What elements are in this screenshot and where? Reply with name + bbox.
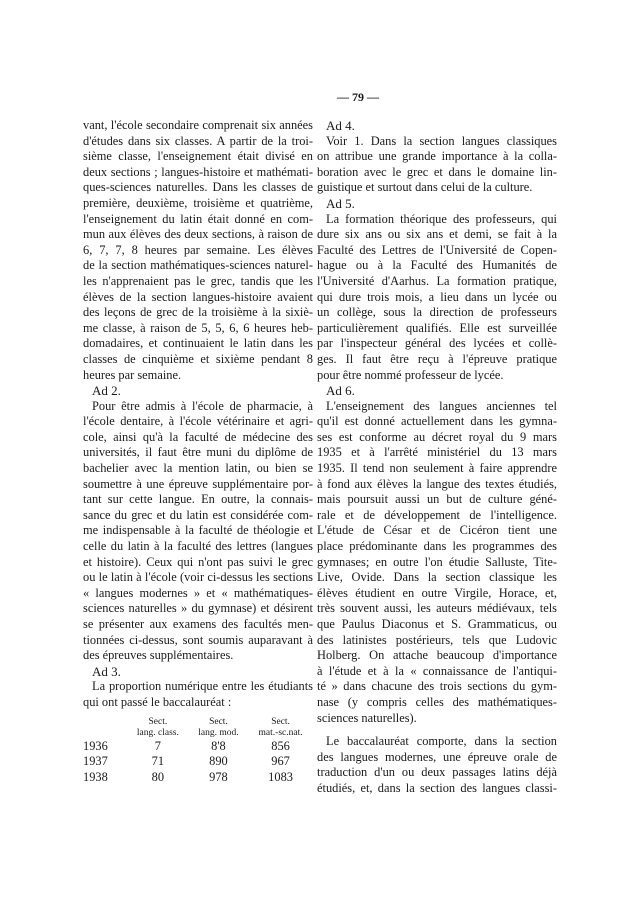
- text-line: La formation théorique des professeurs, qui: [326, 211, 557, 226]
- text-line: sciences naturelles).: [317, 710, 417, 725]
- text-line: deux sections ; langues-histoire et mathémati-: [83, 164, 313, 179]
- text-line: sance du grec et du latin est considérée com-: [83, 507, 313, 522]
- text-line: Le baccalauréat comporte, dans la section: [326, 734, 557, 749]
- table-header: Sect.: [271, 716, 290, 727]
- text-line: des leçons de grec de la troisième à la sixiè-: [83, 305, 313, 320]
- table-cell: 978: [209, 769, 228, 784]
- paragraph-spacer: [317, 726, 557, 734]
- text-line: « langues modernes » et « mathématiques-: [83, 585, 313, 600]
- text-line: que Paulus Diaconus et S. Grammaticus, ou: [317, 617, 557, 631]
- text-line: universités, il faut être muni du diplôme de: [83, 445, 313, 460]
- text-line: ses est conforme au décret royal du 9 mars: [317, 429, 557, 444]
- text-line: place prédominante dans les programmes des: [317, 539, 557, 554]
- table-row: [83, 770, 313, 786]
- table-cell: 1083: [268, 769, 293, 784]
- paragraph-4: [317, 134, 557, 196]
- table-cell-year: 1937: [83, 754, 108, 769]
- text-line: classes de cinquième et sixième pendant 8: [83, 351, 313, 366]
- text-line: celle du latin à la faculté des lettres (langues: [83, 539, 313, 554]
- table-header: Sect.: [209, 716, 228, 727]
- text-line: de la section mathématiques-sciences naturel-: [83, 258, 313, 273]
- text-line: dure six ans ou six ans et demi, se fait à la: [317, 227, 557, 242]
- text-line: étudiés, et, dans la section des langues classi-: [317, 780, 557, 795]
- text-line: ques-sciences naturelles. Dans les classes de: [83, 180, 313, 195]
- heading-ad-5: Ad 5.: [326, 195, 355, 211]
- text-line: rale et de développement de l'intelligence.: [317, 507, 557, 522]
- table-header-row-2: [83, 728, 313, 739]
- text-line: té » dans chacune des trois sections du gym-: [317, 679, 557, 694]
- text-line: des langues modernes, une épreuve orale de: [317, 749, 557, 764]
- text-line: domadaires, et continuaient le latin dans les: [83, 336, 313, 351]
- right-column: [317, 118, 557, 797]
- text-line: qui ont passé le baccalauréat :: [83, 694, 232, 709]
- text-line: l'Université d'Aarhus. La formation pratique,: [317, 273, 557, 288]
- heading-ad-6: Ad 6.: [326, 383, 355, 399]
- heading-ad-4: Ad 4.: [326, 118, 355, 133]
- text-line: mun aux élèves des deux sections, à raison de: [83, 227, 313, 242]
- heading-ad-3: Ad 3.: [92, 663, 121, 679]
- table-header: lang. mod.: [198, 727, 239, 738]
- text-line: première, deuxième, troisième et quatrième,: [83, 195, 313, 210]
- text-line: on attribue une grande importance à la colla-: [317, 149, 557, 164]
- table-cell-year: 1936: [83, 738, 108, 753]
- text-line: heures par semaine.: [83, 367, 182, 382]
- text-line: traduction d'un ou deux passages latins déjà: [317, 765, 557, 780]
- text-line: à fond aux élèves la langue des textes étudiés,: [317, 476, 557, 491]
- text-line: tionnées ci-dessus, sont soumis auparavant à: [83, 632, 313, 647]
- table-cell: 890: [209, 754, 228, 769]
- paragraph-7: [317, 734, 557, 796]
- table-cell: 80: [151, 769, 165, 784]
- paragraph-1: [83, 118, 313, 383]
- text-line: 1935. Il tend non seulement à faire apprendre: [317, 461, 557, 476]
- text-line: Voir 1. Dans la section langues classiques: [326, 133, 557, 148]
- text-line: très souvent aussi, les auteurs médiévaux, tels: [317, 601, 557, 616]
- table-row: [83, 739, 313, 755]
- text-line: ges. Il faut être reçu à l'épreuve pratique: [317, 351, 557, 366]
- text-line: Holberg. On attache beaucoup d'importance: [317, 648, 557, 663]
- baccalaureate-table: [83, 717, 313, 786]
- text-line: vant, l'école secondaire comprenait six années: [83, 118, 313, 132]
- table-cell: 71: [151, 754, 165, 769]
- text-line: L'étude de César et de Cicéron tient une: [317, 523, 557, 538]
- table-cell: 7: [154, 738, 161, 753]
- text-line: les n'apprenaient pas le grec, tandis que les: [83, 273, 313, 288]
- text-line: élèves étudient en outre Virgile, Horace, et,: [317, 585, 557, 600]
- text-line: à l'étude et à la « connaissance de l'antiqui-: [317, 663, 557, 678]
- text-line: boration avec le grec et dans le domaine lin-: [317, 164, 557, 179]
- table-header: Sect.: [148, 716, 168, 727]
- text-line: gymnases; en outre l'on étudie Salluste, Tite-: [317, 554, 557, 569]
- paragraph-5: [317, 212, 557, 384]
- table-header: [83, 717, 127, 728]
- table-cell: 967: [271, 754, 290, 769]
- text-line: d'études dans six classes. A partir de la troi-: [83, 133, 313, 148]
- text-line: par l'inspecteur général des lycées et collè-: [317, 336, 557, 351]
- text-line: cole, ainsi qu'à la faculté de médecine des: [83, 429, 313, 444]
- table-header-row-1: [83, 717, 313, 728]
- paragraph-3: [83, 679, 313, 710]
- page-number: — 79 —: [337, 90, 379, 104]
- text-line: qu'il est donné actuellement dans les gymna-: [317, 414, 557, 429]
- table-cell: 856: [271, 738, 290, 753]
- table-cell-year: 1938: [83, 769, 108, 784]
- heading-ad-2: Ad 2.: [92, 383, 121, 399]
- text-line: sième classe, l'enseignement était divisé en: [83, 149, 313, 164]
- text-line: me classe, à raison de 5, 5, 6, 6 heures heb-: [83, 320, 313, 335]
- paragraph-2: [83, 399, 313, 664]
- text-line: qui dure trois mois, a lieu dans un lycée ou: [317, 289, 557, 304]
- paragraph-6: [317, 399, 557, 726]
- text-line: se présenter aux examens des facultés men-: [83, 617, 313, 631]
- text-line: La proportion numérique entre les étudiants: [92, 679, 313, 694]
- table-header: mat.-sc.nat.: [258, 727, 303, 738]
- text-line: L'enseignement des langues anciennes tel: [326, 398, 557, 413]
- text-line: l'enseignement du latin était donné en com-: [83, 211, 313, 226]
- text-line: un collège, sous la direction de professeurs: [317, 305, 557, 320]
- text-line: élèves de la section langues-histoire avaient: [83, 289, 313, 304]
- text-line: Faculté des Lettres de l'Université de Copen-: [317, 242, 557, 257]
- text-line: hague ou à la Faculté des Humanités de: [317, 258, 557, 273]
- text-line: 6, 7, 7, 8 heures par semaine. Les élèves: [83, 242, 313, 257]
- text-line: Pour être admis à l'école de pharmacie, à: [92, 398, 313, 413]
- text-line: bachelier avec la mention latin, ou bien se: [83, 461, 313, 476]
- text-line: ou le latin à l'école (voir ci-dessus les sections: [83, 570, 313, 585]
- text-line: et histoire). Ceux qui n'ont pas suivi le grec: [83, 554, 313, 569]
- text-line: mais poursuit aussi un but de culture géné-: [317, 492, 557, 507]
- left-column: [83, 118, 313, 785]
- text-line: 1935 et à l'arrêté ministériel du 13 mars: [317, 445, 557, 460]
- table-header: [83, 728, 127, 739]
- table-cell: 8'8: [211, 738, 226, 753]
- text-line: soumettre à une épreuve supplémentaire por-: [83, 476, 313, 491]
- text-line: tant sur cette langue. En outre, la connais-: [83, 492, 313, 507]
- text-line: sciences naturelles » du gymnase) et désirent: [83, 601, 313, 616]
- text-line: des latinistes postérieurs, tels que Ludovic: [317, 632, 557, 647]
- text-line: pour être nommé professeur de lycée.: [317, 367, 504, 382]
- text-line: nase (y compris celles des mathématiques-: [317, 694, 557, 709]
- text-line: particulièrement qualifiés. Elle est surveillée: [317, 320, 557, 335]
- table-row: [83, 754, 313, 770]
- text-line: l'école dentaire, à l'école vétérinaire et agri-: [83, 414, 313, 429]
- text-line: Live, Ovide. Dans la section classique les: [317, 570, 557, 585]
- text-line: me indispensable à la faculté de théologie et: [83, 523, 313, 538]
- table-header: lang. class.: [136, 727, 179, 738]
- text-line: des épreuves supplémentaires.: [83, 648, 234, 663]
- text-line: guistique et surtout dans celui de la culture.: [317, 180, 533, 195]
